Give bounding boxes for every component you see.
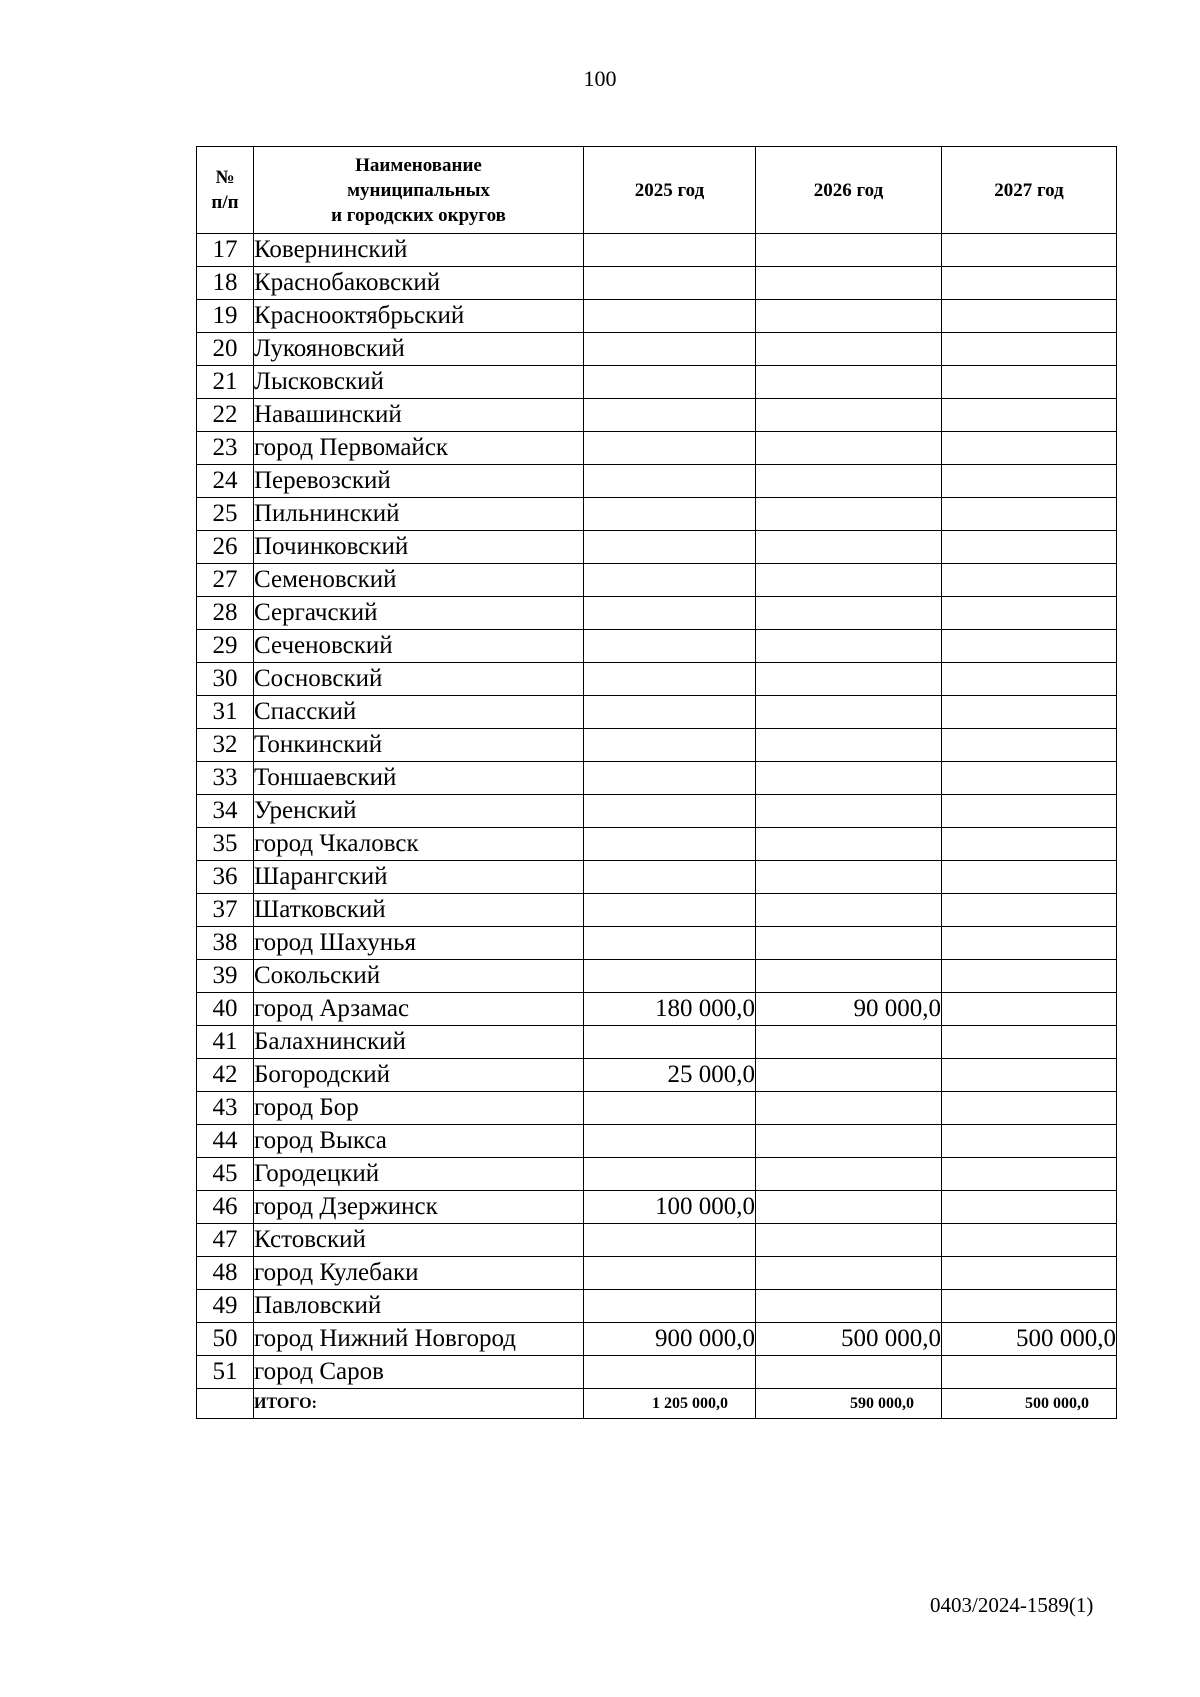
row-number: 49 [197, 1290, 254, 1323]
row-value-2026 [756, 1092, 942, 1125]
row-value-2025 [584, 1026, 756, 1059]
row-number: 29 [197, 630, 254, 663]
row-value-2025 [584, 861, 756, 894]
row-value-2025: 25 000,0 [584, 1059, 756, 1092]
row-value-2025: 900 000,0 [584, 1323, 756, 1356]
row-value-2027 [942, 894, 1117, 927]
table-row [197, 795, 1117, 828]
row-number: 46 [197, 1191, 254, 1224]
row-number: 23 [197, 432, 254, 465]
row-value-2026 [756, 1026, 942, 1059]
table-row [197, 1158, 1117, 1191]
row-value-2025 [584, 696, 756, 729]
row-name: Уренский [254, 795, 584, 828]
row-number: 45 [197, 1158, 254, 1191]
row-name: Лукояновский [254, 333, 584, 366]
table-row [197, 1257, 1117, 1290]
table-row [197, 564, 1117, 597]
row-value-2026 [756, 828, 942, 861]
row-value-2027 [942, 564, 1117, 597]
row-value-2026 [756, 1290, 942, 1323]
row-value-2027 [942, 1356, 1117, 1389]
table-row [197, 927, 1117, 960]
row-name: город Саров [254, 1356, 584, 1389]
row-value-2027 [942, 696, 1117, 729]
table-row [197, 1191, 1117, 1224]
row-number: 27 [197, 564, 254, 597]
row-number: 38 [197, 927, 254, 960]
row-value-2027 [942, 927, 1117, 960]
row-value-2027: 500 000,0 [942, 1323, 1117, 1356]
row-number: 51 [197, 1356, 254, 1389]
table-row [197, 1356, 1117, 1389]
row-name: Краснооктябрьский [254, 300, 584, 333]
row-value-2027 [942, 234, 1117, 267]
row-number: 33 [197, 762, 254, 795]
row-value-2025 [584, 1356, 756, 1389]
row-value-2025 [584, 498, 756, 531]
row-value-2026 [756, 927, 942, 960]
row-value-2025 [584, 597, 756, 630]
table-header [197, 147, 1117, 234]
row-name: город Арзамас [254, 993, 584, 1026]
row-value-2027 [942, 1059, 1117, 1092]
row-value-2026 [756, 531, 942, 564]
header-row [197, 147, 1117, 234]
row-value-2027 [942, 300, 1117, 333]
row-value-2027 [942, 663, 1117, 696]
table-row [197, 960, 1117, 993]
row-name: город Нижний Новгород [254, 1323, 584, 1356]
table-row [197, 630, 1117, 663]
table-row [197, 861, 1117, 894]
table-row [197, 1125, 1117, 1158]
row-name: город Кулебаки [254, 1257, 584, 1290]
row-value-2025: 100 000,0 [584, 1191, 756, 1224]
row-name: город Шахунья [254, 927, 584, 960]
row-value-2026 [756, 432, 942, 465]
row-name: город Бор [254, 1092, 584, 1125]
row-value-2025 [584, 1290, 756, 1323]
table-row [197, 762, 1117, 795]
row-name: Городецкий [254, 1158, 584, 1191]
table-row [197, 729, 1117, 762]
total-label: ИТОГО: [254, 1389, 584, 1419]
row-value-2027 [942, 333, 1117, 366]
row-name: Балахнинский [254, 1026, 584, 1059]
row-name: Перевозский [254, 465, 584, 498]
row-value-2025 [584, 762, 756, 795]
row-value-2027 [942, 795, 1117, 828]
table-row [197, 234, 1117, 267]
row-value-2025 [584, 795, 756, 828]
funding-table [196, 146, 1117, 1419]
table-row [197, 1059, 1117, 1092]
row-value-2027 [942, 465, 1117, 498]
table-row [197, 432, 1117, 465]
row-value-2027 [942, 861, 1117, 894]
row-value-2025 [584, 927, 756, 960]
row-value-2026 [756, 366, 942, 399]
row-value-2025 [584, 366, 756, 399]
row-name: Шатковский [254, 894, 584, 927]
total-2026: 590 000,0 [756, 1389, 942, 1419]
row-value-2026 [756, 1125, 942, 1158]
row-number: 47 [197, 1224, 254, 1257]
row-name: Спасский [254, 696, 584, 729]
row-value-2026 [756, 465, 942, 498]
row-number: 43 [197, 1092, 254, 1125]
row-value-2026 [756, 1356, 942, 1389]
document-code: 0403/2024-1589(1) [930, 1593, 1094, 1617]
header-2027: 2027 год [942, 147, 1117, 234]
table-row [197, 300, 1117, 333]
row-value-2025 [584, 960, 756, 993]
row-name: Лысковский [254, 366, 584, 399]
row-value-2025 [584, 531, 756, 564]
row-name: Пильнинский [254, 498, 584, 531]
row-number: 36 [197, 861, 254, 894]
row-value-2026 [756, 894, 942, 927]
row-name: Павловский [254, 1290, 584, 1323]
row-name: Сергачский [254, 597, 584, 630]
row-number: 42 [197, 1059, 254, 1092]
row-name: Сокольский [254, 960, 584, 993]
table-body [197, 234, 1117, 1389]
header-2026: 2026 год [756, 147, 942, 234]
row-value-2026: 500 000,0 [756, 1323, 942, 1356]
row-name: Кстовский [254, 1224, 584, 1257]
row-number: 19 [197, 300, 254, 333]
row-value-2025 [584, 234, 756, 267]
row-value-2025 [584, 894, 756, 927]
row-number: 20 [197, 333, 254, 366]
row-value-2026 [756, 564, 942, 597]
row-value-2027 [942, 630, 1117, 663]
row-number: 41 [197, 1026, 254, 1059]
row-value-2025 [584, 1257, 756, 1290]
row-name: Шарангский [254, 861, 584, 894]
row-value-2027 [942, 1125, 1117, 1158]
table-row [197, 993, 1117, 1026]
header-name: Наименование муниципальных и городских округов [254, 147, 584, 234]
row-value-2027 [942, 531, 1117, 564]
row-number: 22 [197, 399, 254, 432]
row-number: 37 [197, 894, 254, 927]
row-name: Семеновский [254, 564, 584, 597]
table-row [197, 1092, 1117, 1125]
row-value-2025 [584, 465, 756, 498]
row-name: Ковернинский [254, 234, 584, 267]
row-number: 48 [197, 1257, 254, 1290]
row-number: 30 [197, 663, 254, 696]
table-row [197, 828, 1117, 861]
row-number: 34 [197, 795, 254, 828]
table-row [197, 465, 1117, 498]
row-value-2027 [942, 762, 1117, 795]
row-value-2027 [942, 729, 1117, 762]
row-value-2026 [756, 234, 942, 267]
row-value-2025 [584, 267, 756, 300]
table-row [197, 267, 1117, 300]
row-number: 28 [197, 597, 254, 630]
total-num [197, 1389, 254, 1419]
row-value-2026 [756, 762, 942, 795]
row-value-2027 [942, 597, 1117, 630]
row-value-2027 [942, 399, 1117, 432]
row-number: 31 [197, 696, 254, 729]
total-2027: 500 000,0 [942, 1389, 1117, 1419]
row-value-2026 [756, 1224, 942, 1257]
row-name: Навашинский [254, 399, 584, 432]
row-number: 18 [197, 267, 254, 300]
row-number: 24 [197, 465, 254, 498]
table-row [197, 399, 1117, 432]
row-value-2026: 90 000,0 [756, 993, 942, 1026]
table-row [197, 1026, 1117, 1059]
row-name: Тонкинский [254, 729, 584, 762]
row-value-2025 [584, 333, 756, 366]
row-value-2027 [942, 993, 1117, 1026]
row-value-2026 [756, 960, 942, 993]
row-name: Сеченовский [254, 630, 584, 663]
row-value-2025 [584, 663, 756, 696]
row-number: 35 [197, 828, 254, 861]
row-name: Починковский [254, 531, 584, 564]
row-value-2025 [584, 729, 756, 762]
table-row [197, 894, 1117, 927]
row-number: 32 [197, 729, 254, 762]
row-value-2027 [942, 366, 1117, 399]
row-name: Богородский [254, 1059, 584, 1092]
table-row [197, 663, 1117, 696]
row-number: 39 [197, 960, 254, 993]
row-number: 25 [197, 498, 254, 531]
row-number: 40 [197, 993, 254, 1026]
row-value-2026 [756, 663, 942, 696]
row-name: Тоншаевский [254, 762, 584, 795]
row-value-2025 [584, 828, 756, 861]
row-name: город Выкса [254, 1125, 584, 1158]
row-value-2027 [942, 1290, 1117, 1323]
row-value-2026 [756, 1257, 942, 1290]
row-value-2026 [756, 399, 942, 432]
row-value-2026 [756, 597, 942, 630]
row-value-2026 [756, 498, 942, 531]
table-row [197, 1224, 1117, 1257]
table-row [197, 531, 1117, 564]
row-value-2025: 180 000,0 [584, 993, 756, 1026]
row-number: 50 [197, 1323, 254, 1356]
page-number: 100 [583, 66, 617, 91]
row-value-2026 [756, 795, 942, 828]
row-value-2025 [584, 432, 756, 465]
row-value-2026 [756, 729, 942, 762]
header-2025: 2025 год [584, 147, 756, 234]
row-value-2025 [584, 399, 756, 432]
row-value-2027 [942, 1257, 1117, 1290]
row-value-2025 [584, 1158, 756, 1191]
row-value-2025 [584, 630, 756, 663]
row-name: город Первомайск [254, 432, 584, 465]
row-value-2025 [584, 564, 756, 597]
row-name: Краснобаковский [254, 267, 584, 300]
total-row [197, 1389, 1117, 1419]
row-name: город Дзержинск [254, 1191, 584, 1224]
row-name: Сосновский [254, 663, 584, 696]
row-value-2025 [584, 1224, 756, 1257]
table-row [197, 1323, 1117, 1356]
row-value-2027 [942, 432, 1117, 465]
row-value-2026 [756, 696, 942, 729]
row-value-2026 [756, 1059, 942, 1092]
row-value-2025 [584, 300, 756, 333]
table-row [197, 696, 1117, 729]
row-value-2025 [584, 1092, 756, 1125]
table-row [197, 498, 1117, 531]
row-value-2027 [942, 498, 1117, 531]
header-num: № п/п [197, 147, 254, 234]
table-row [197, 1290, 1117, 1323]
row-number: 44 [197, 1125, 254, 1158]
row-number: 26 [197, 531, 254, 564]
table-row [197, 366, 1117, 399]
row-value-2026 [756, 300, 942, 333]
row-value-2027 [942, 1191, 1117, 1224]
table-row [197, 333, 1117, 366]
row-value-2026 [756, 1191, 942, 1224]
row-value-2026 [756, 333, 942, 366]
row-number: 21 [197, 366, 254, 399]
row-value-2027 [942, 1158, 1117, 1191]
row-value-2026 [756, 630, 942, 663]
row-value-2026 [756, 267, 942, 300]
row-value-2027 [942, 960, 1117, 993]
row-value-2027 [942, 828, 1117, 861]
row-number: 17 [197, 234, 254, 267]
row-value-2027 [942, 1224, 1117, 1257]
row-value-2026 [756, 1158, 942, 1191]
row-value-2027 [942, 267, 1117, 300]
row-value-2026 [756, 861, 942, 894]
total-2025: 1 205 000,0 [584, 1389, 756, 1419]
row-name: город Чкаловск [254, 828, 584, 861]
table-row [197, 597, 1117, 630]
row-value-2027 [942, 1092, 1117, 1125]
row-value-2025 [584, 1125, 756, 1158]
row-value-2027 [942, 1026, 1117, 1059]
